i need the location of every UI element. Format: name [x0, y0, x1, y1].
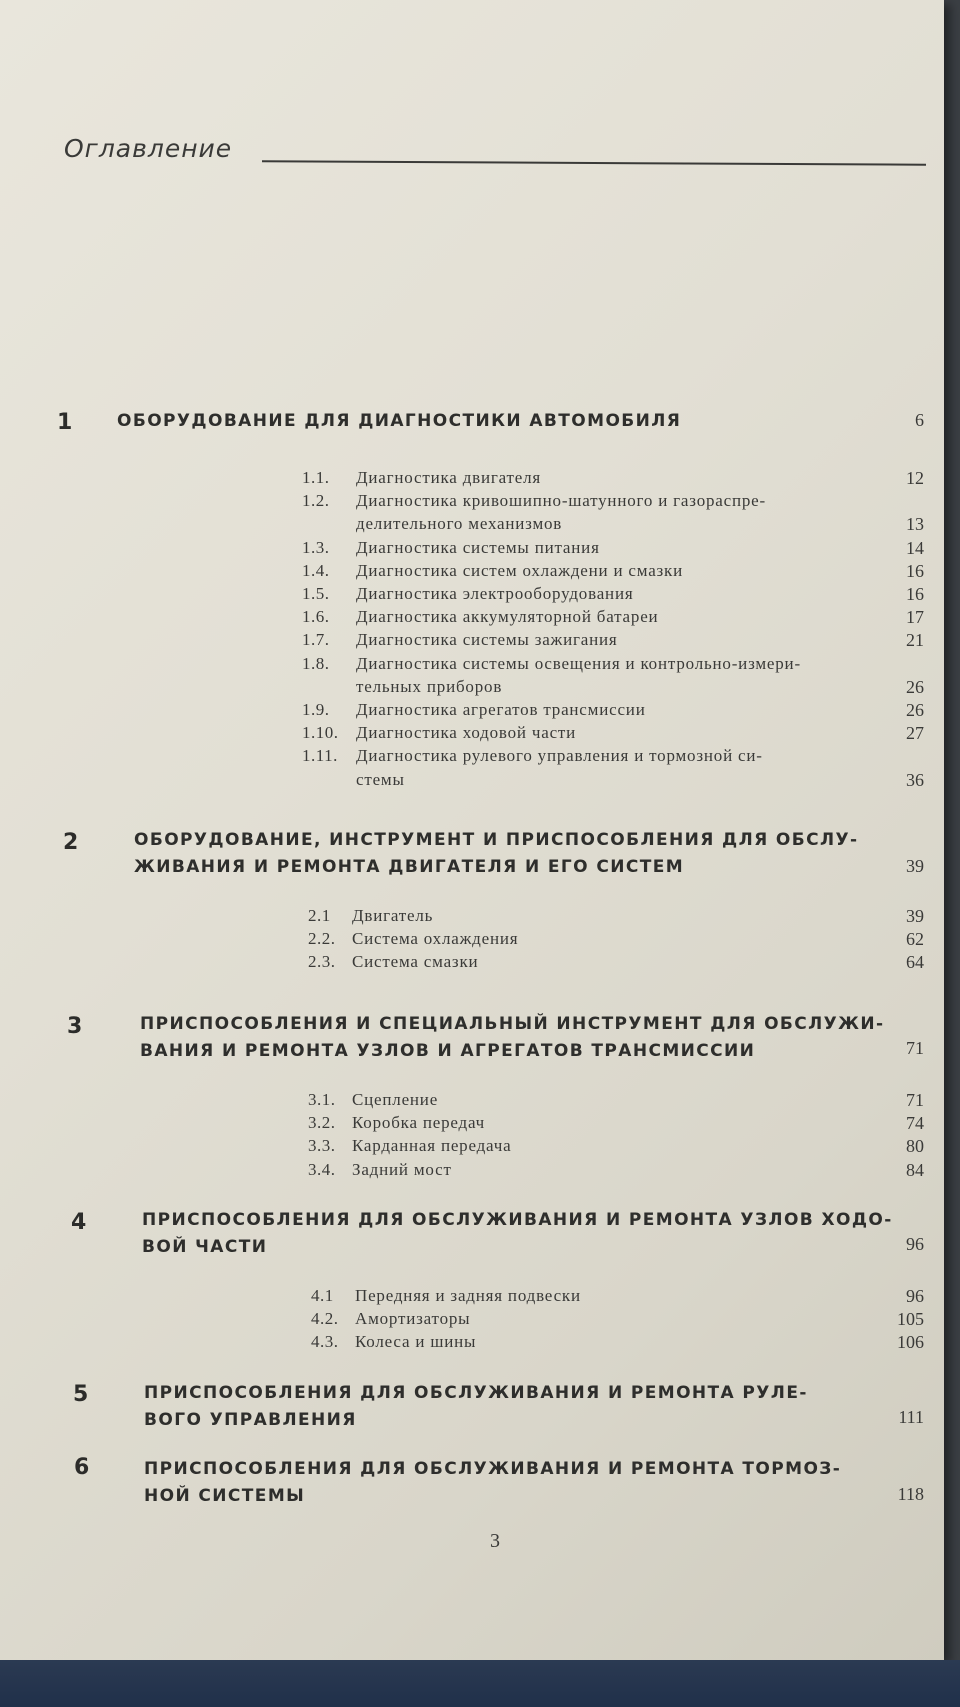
section-number: 1.1. — [302, 468, 330, 487]
toc-section-row — [308, 1113, 924, 1136]
chapter-title-line: ПРИСПОСОБЛЕНИЯ ДЛЯ ОБСЛУЖИВАНИЯ И РЕМОНТА РУЛЕ- — [144, 1383, 808, 1403]
section-title: Диагностика кривошипно-шатунного и газораспре- — [356, 491, 766, 511]
chapter-title-line: ПРИСПОСОБЛЕНИЯ ДЛЯ ОБСЛУЖИВАНИЯ И РЕМОНТА ТОРМОЗ- — [144, 1459, 842, 1479]
chapter-number: 4 — [71, 1210, 87, 1235]
section-number: 2.3. — [308, 952, 336, 972]
toc-section-row — [302, 723, 924, 746]
section-title: Система охлаждения — [352, 929, 519, 949]
chapter-title-line: НОЙ СИСТЕМЫ — [144, 1486, 306, 1506]
background-surface — [0, 1660, 960, 1707]
chapter-title-line: ОБОРУДОВАНИЕ, ИНСТРУМЕНТ И ПРИСПОСОБЛЕНИЯ ДЛЯ ОБСЛУ- — [134, 830, 859, 850]
section-page-ref: 26 — [906, 700, 924, 720]
chapter-page-ref: 96 — [906, 1234, 924, 1254]
chapter-number: 2 — [63, 830, 79, 855]
section-number: 1.4. — [302, 560, 330, 580]
section-page-ref: 36 — [906, 769, 924, 790]
toc-section-row — [311, 1309, 924, 1332]
section-title: Диагностика двигателя — [356, 468, 542, 487]
section-number: 4.2. — [311, 1309, 339, 1329]
chapter-title — [144, 1456, 841, 1510]
section-number: 2.2. — [308, 929, 336, 949]
section-title: Диагностика аккумуляторной батареи — [356, 607, 659, 627]
section-number: 1.5. — [302, 584, 330, 603]
section-page-ref: 80 — [906, 1136, 924, 1157]
section-page-ref: 13 — [906, 514, 924, 535]
page-number: 3 — [490, 1530, 500, 1552]
section-page-ref: 26 — [906, 676, 924, 697]
section-page-ref: 96 — [906, 1286, 924, 1306]
toc-section-row — [308, 1090, 924, 1113]
section-page-ref: 74 — [906, 1113, 924, 1134]
section-number: 3.4. — [308, 1159, 336, 1179]
section-title: Задний мост — [352, 1159, 452, 1179]
section-number: 3.2. — [308, 1113, 336, 1133]
chapter-page-ref: 118 — [897, 1484, 924, 1504]
section-page-ref: 16 — [906, 560, 924, 581]
section-title: Диагностика системы зажигания — [356, 630, 618, 650]
section-title: Система смазки — [352, 952, 479, 972]
section-title: Диагностика рулевого управления и тормозной си- — [356, 746, 763, 766]
chapter-title-line: ПРИСПОСОБЛЕНИЯ И СПЕЦИАЛЬНЫЙ ИНСТРУМЕНТ ДЛЯ ОБСЛУЖИ- — [140, 1014, 885, 1034]
toc-section-row — [308, 1136, 924, 1159]
chapter-title — [117, 408, 681, 435]
chapter-number: 1 — [57, 410, 73, 435]
toc-section-row — [308, 929, 924, 952]
toc-section-row — [302, 630, 924, 653]
section-page-ref: 64 — [906, 952, 924, 973]
chapter-title-line: ЖИВАНИЯ И РЕМОНТА ДВИГАТЕЛЯ И ЕГО СИСТЕМ — [134, 857, 685, 877]
toc-section-row — [302, 538, 924, 561]
toc-section-row — [311, 1332, 924, 1355]
section-page-ref: 16 — [906, 584, 924, 604]
section-title: Диагностика агрегатов трансмиссии — [356, 700, 646, 719]
chapter-title — [140, 1011, 884, 1065]
section-title: Карданная передача — [352, 1136, 512, 1156]
toc-section-row — [302, 468, 924, 491]
chapter-title — [134, 827, 858, 881]
section-title-continuation: делительного механизмов — [356, 514, 563, 534]
section-number: 1.2. — [302, 491, 330, 511]
section-title: Сцепление — [352, 1090, 439, 1109]
chapter-title-line: ВАНИЯ И РЕМОНТА УЗЛОВ И АГРЕГАТОВ ТРАНСМИССИИ — [140, 1041, 756, 1061]
section-number: 1.10. — [302, 723, 339, 743]
section-number: 3.3. — [308, 1136, 336, 1156]
section-page-ref: 17 — [906, 607, 924, 628]
section-title: Коробка передач — [352, 1113, 485, 1133]
section-page-ref: 105 — [897, 1309, 924, 1330]
toc-section-row — [302, 746, 924, 790]
section-page-ref: 71 — [906, 1090, 924, 1110]
title-rule — [262, 160, 926, 165]
section-title: Передняя и задняя подвески — [355, 1286, 581, 1305]
section-title-continuation: стемы — [356, 769, 405, 789]
section-title: Диагностика электрооборудования — [356, 584, 634, 603]
section-page-ref: 62 — [906, 929, 924, 950]
toc-section-row — [308, 1160, 924, 1183]
section-number: 1.6. — [302, 607, 330, 627]
toc-section-row — [308, 952, 924, 975]
section-title: Диагностика системы освещения и контрольно-измери- — [356, 653, 801, 673]
chapter-page-ref: 39 — [906, 856, 924, 876]
chapter-page-ref: 6 — [915, 410, 924, 430]
section-title: Амортизаторы — [355, 1309, 471, 1329]
section-page-ref: 106 — [897, 1332, 924, 1353]
section-number: 1.9. — [302, 700, 330, 719]
chapter-number: 3 — [67, 1014, 83, 1039]
section-number: 1.11. — [302, 746, 338, 766]
chapter-title-line: ВОГО УПРАВЛЕНИЯ — [144, 1410, 357, 1430]
section-number: 1.8. — [302, 653, 330, 673]
chapter-page-ref: 71 — [906, 1038, 924, 1058]
section-page-ref: 14 — [906, 537, 924, 558]
chapter-number: 6 — [74, 1455, 90, 1480]
section-page-ref: 84 — [906, 1159, 924, 1180]
section-title: Колеса и шины — [355, 1332, 477, 1352]
section-number: 2.1 — [308, 906, 331, 925]
section-number: 1.7. — [302, 630, 330, 650]
chapter-title — [144, 1380, 808, 1434]
chapter-page-ref: 111 — [898, 1407, 924, 1427]
section-page-ref: 21 — [906, 630, 924, 651]
toc-section-row — [302, 584, 924, 607]
section-number: 4.1 — [311, 1286, 334, 1305]
section-number: 1.3. — [302, 537, 330, 557]
toc-section-row — [311, 1286, 924, 1309]
section-page-ref: 39 — [906, 906, 924, 926]
toc-section-row — [302, 491, 924, 535]
page-title: Оглавление — [64, 134, 233, 163]
toc-section-row — [302, 653, 924, 697]
chapter-title-line: ВОЙ ЧАСТИ — [142, 1237, 268, 1257]
section-title: Диагностика систем охлаждени и смазки — [356, 560, 684, 580]
section-title-continuation: тельных приборов — [356, 676, 503, 696]
chapter-title-line: ПРИСПОСОБЛЕНИЯ ДЛЯ ОБСЛУЖИВАНИЯ И РЕМОНТА УЗЛОВ ХОДО- — [142, 1210, 893, 1230]
toc-section-row — [308, 906, 924, 929]
section-page-ref: 12 — [906, 468, 924, 488]
chapter-title-line: ОБОРУДОВАНИЕ ДЛЯ ДИАГНОСТИКИ АВТОМОБИЛЯ — [117, 411, 682, 431]
section-number: 4.3. — [311, 1332, 339, 1352]
chapter-title — [142, 1207, 893, 1261]
chapter-number: 5 — [73, 1382, 89, 1407]
section-title: Диагностика системы питания — [356, 537, 600, 557]
section-page-ref: 27 — [906, 723, 924, 744]
toc-section-row — [302, 607, 924, 630]
toc-section-row — [302, 561, 924, 584]
toc-section-row — [302, 700, 924, 723]
section-title: Двигатель — [352, 906, 434, 925]
section-title: Диагностика ходовой части — [356, 723, 577, 743]
section-number: 3.1. — [308, 1090, 336, 1109]
